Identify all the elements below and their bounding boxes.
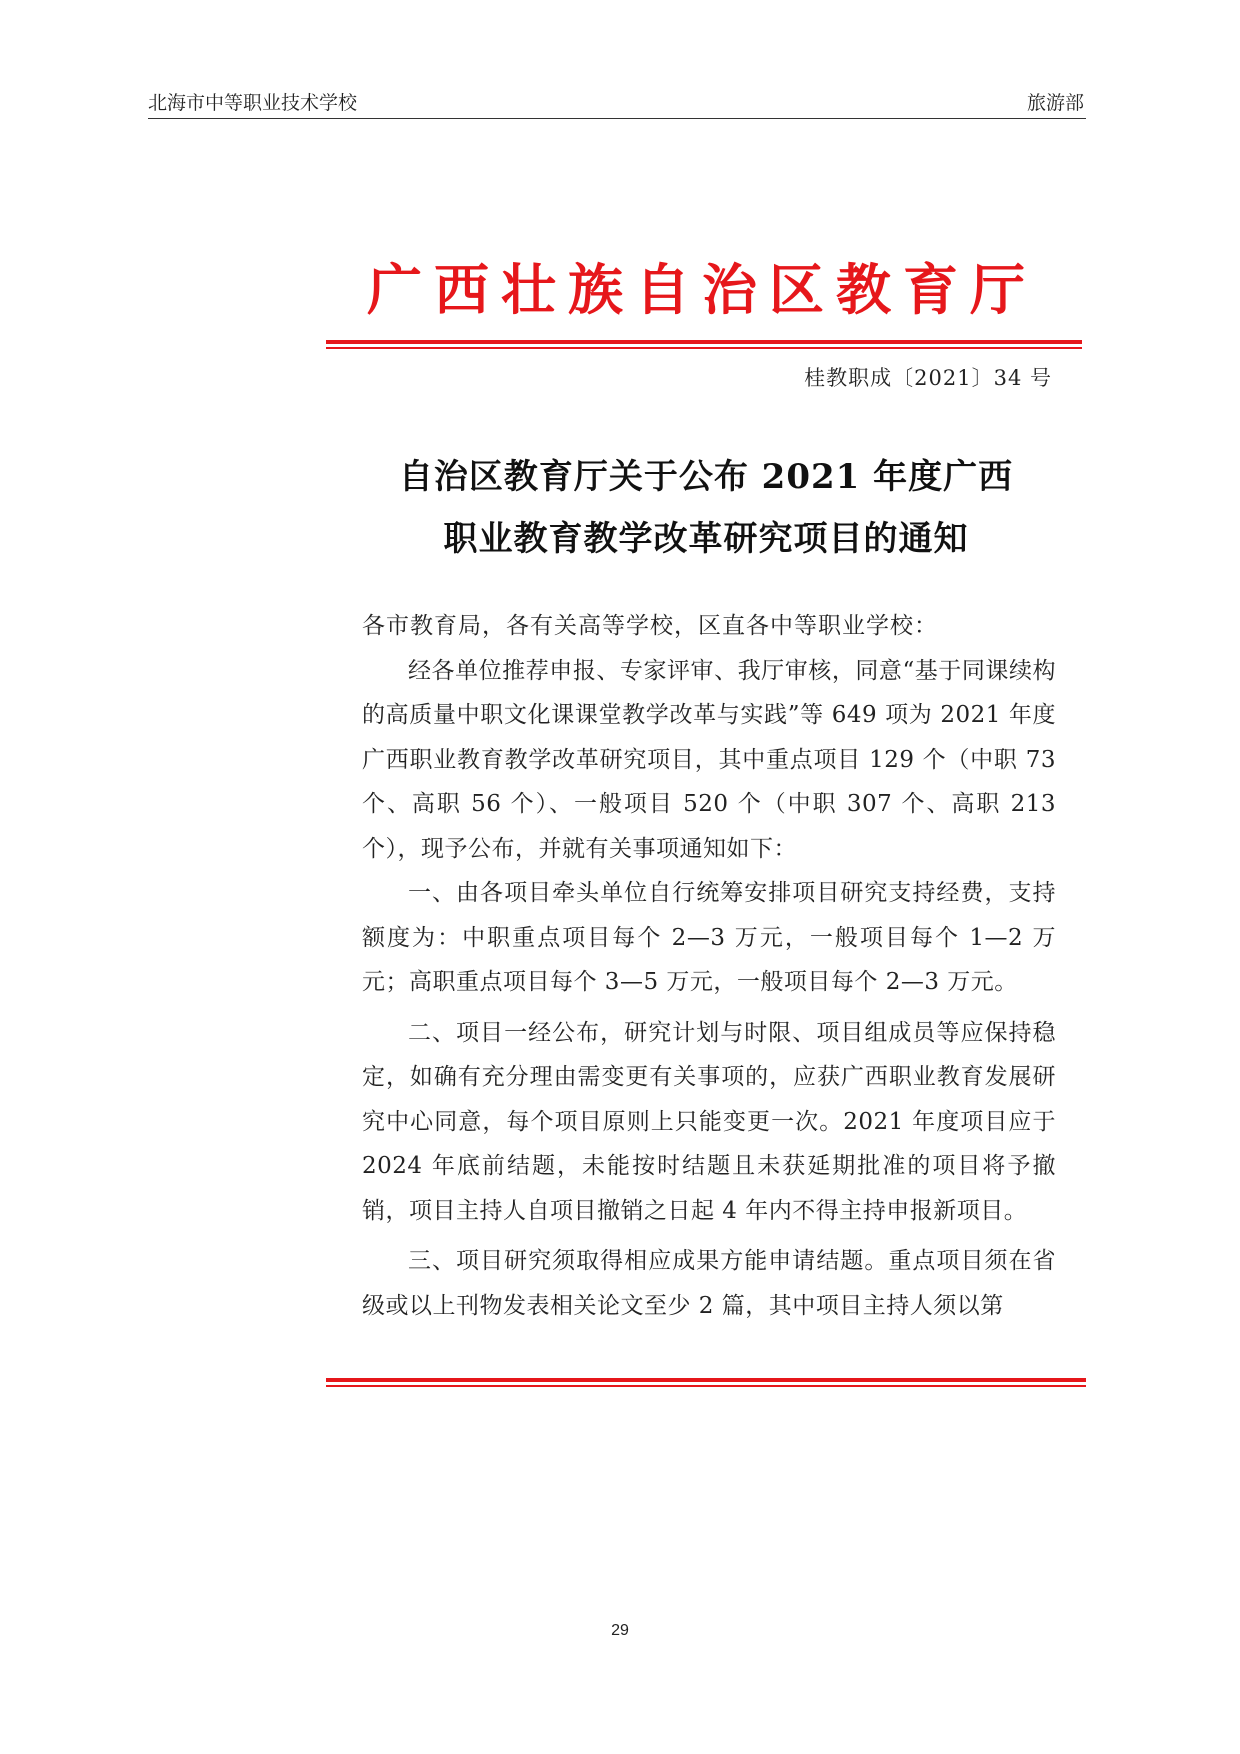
body-paragraph-changes: 二、项目一经公布，研究计划与时限、项目组成员等应保持稳定，如确有充分理由需变更有关事项的，应获广西职业教育发展研究中心同意，每个项目原则上只能变更一次。2021 年度项目应于 2024 年底前结题，未能按时结题且未获延期批准的项目将予撤销，项目主持人自项目撤销之日起 4 年内不得主持申报新项目。 [362, 1019, 1056, 1224]
rule-thick-line [326, 1378, 1086, 1382]
page-number: 29 [611, 1622, 629, 1639]
document-title [326, 446, 1086, 570]
body-paragraph-intro: 经各单位推荐申报、专家评审、我厅审核，同意“基于同课续构的高质量中职文化课课堂教学改革与实践”等 649 项为 2021 年度广西职业教育教学改革研究项目，其中重点项目 129 个（中职 73 个、高职 56 个）、一般项目 520 个（中职 307 个、高职 213 个），现予公布，并就有关事项通知如下： [362, 657, 1056, 862]
body-paragraph-outcomes: 三、项目研究须取得相应成果方能申请结题。重点项目须在省级或以上刊物发表相关论文至少 2 篇，其中项目主持人须以第 [362, 1248, 1056, 1319]
header-school-name: 北海市中等职业技术学校 [148, 92, 358, 114]
header-department: 旅游部 [1026, 92, 1084, 114]
rule-thin-line [326, 347, 1082, 349]
salutation: 各市教育局，各有关高等学校，区直各中等职业学校： [362, 613, 938, 639]
issuer-masthead: 广西壮族自治区教育厅 [366, 257, 1037, 322]
body-paragraph-funding: 一、由各项目牵头单位自行统筹安排项目研究支持经费，支持额度为：中职重点项目每个 2—3 万元，一般项目每个 1—2 万元；高职重点项目每个 3—5 万元，一般项目每个 2—3 万元。 [362, 880, 1056, 995]
document-number: 桂教职成〔2021〕34 号 [804, 366, 1052, 390]
rule-thick-line [326, 340, 1082, 344]
title-line-1: 自治区教育厅关于公布 2021 年度广西 [398, 457, 1014, 497]
title-line-2: 职业教育教学改革研究项目的通知 [443, 519, 969, 559]
footer-red-rule [326, 1378, 1086, 1387]
masthead-red-rule [326, 340, 1082, 349]
rule-thin-line [326, 1385, 1086, 1387]
document-body [362, 604, 1056, 1328]
running-header [148, 84, 1086, 119]
